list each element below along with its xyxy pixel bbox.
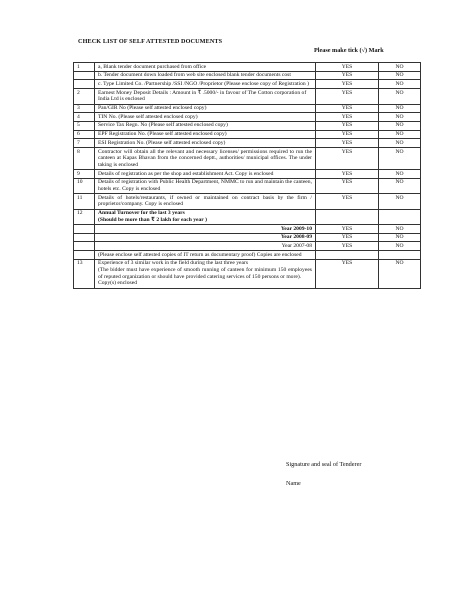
table-row [74, 63, 421, 72]
serial-number: 9 [74, 170, 95, 179]
serial-number: 12 [74, 209, 95, 224]
yes-option[interactable]: YES [316, 259, 379, 288]
no-cell [379, 251, 421, 260]
yes-option[interactable]: YES [316, 225, 379, 234]
experience-line2: (The bidder must have experience of smooth running of canteen for minimum 150 employees of reputed organization or should have provided catering services of 150 persons or more). [98, 267, 312, 280]
no-option[interactable]: NO [379, 139, 421, 148]
yes-cell [316, 209, 379, 224]
turnover-heading [95, 209, 316, 224]
tick-instruction: Please make tick (√) Mark [314, 47, 384, 54]
turnover-heading-line1: Annual Turnover for the last 3 years [98, 210, 185, 217]
no-option[interactable]: NO [379, 113, 421, 122]
table-row [74, 233, 421, 242]
name-label: Name [286, 480, 301, 487]
yes-option[interactable]: YES [316, 233, 379, 242]
serial-number: 2 [74, 89, 95, 104]
yes-option[interactable]: YES [316, 194, 379, 209]
serial-number: 1 [74, 63, 95, 72]
table-row [74, 251, 421, 260]
no-option[interactable]: NO [379, 170, 421, 179]
serial-number: 5 [74, 121, 95, 130]
serial-number: 3 [74, 104, 95, 113]
no-option[interactable]: NO [379, 104, 421, 113]
no-option[interactable]: NO [379, 63, 421, 72]
serial-number [74, 251, 95, 260]
serial-number [74, 242, 95, 251]
serial-number: 8 [74, 148, 95, 170]
yes-option[interactable]: YES [316, 130, 379, 139]
yes-option[interactable]: YES [316, 139, 379, 148]
no-option[interactable]: NO [379, 121, 421, 130]
document-description: Contractor will obtain all the relevant and necessary licenses/ permissions required to run the canteen at Kapas Bhavan from the concerned deptt., authorities/ municipal offices. The under taking is enclosed [95, 148, 316, 170]
document-description: Details of hotels/restaurants, if owned or maintained on contract basis by the firm / proprietor/company. Copy is enclosed [95, 194, 316, 209]
no-option[interactable]: NO [379, 194, 421, 209]
serial-number: 10 [74, 178, 95, 193]
document-description: Details of registration with Public Health Department, NMMC to run and maintain the canteen, hotels etc. Copy is enclosed [95, 178, 316, 193]
document-description: c. Type Limited Co. /Partnership /SSI /NGO /Proprietor (Please enclose copy of Registration ) [95, 80, 316, 89]
table-row [74, 242, 421, 251]
document-description: TIN No. (Please self attested enclosed copy) [95, 113, 316, 122]
table-row [74, 130, 421, 139]
table-row [74, 71, 421, 80]
experience-description [95, 259, 316, 288]
signature-label: Signature and seal of Tenderer [286, 461, 362, 468]
yes-option[interactable]: YES [316, 80, 379, 89]
table-row [74, 178, 421, 193]
no-option[interactable]: NO [379, 178, 421, 193]
serial-number: 6 [74, 130, 95, 139]
yes-option[interactable]: YES [316, 242, 379, 251]
no-option[interactable]: NO [379, 89, 421, 104]
turnover-section [74, 209, 421, 288]
table-row [74, 113, 421, 122]
yes-option[interactable]: YES [316, 89, 379, 104]
yes-option[interactable]: YES [316, 178, 379, 193]
no-option[interactable]: NO [379, 259, 421, 288]
table-row [74, 104, 421, 113]
serial-number [74, 80, 95, 89]
table-row [74, 80, 421, 89]
no-option[interactable]: NO [379, 80, 421, 89]
yes-option[interactable]: YES [316, 104, 379, 113]
document-description: Pan/GIR No (Please self attested enclosed copy) [95, 104, 316, 113]
serial-number [74, 71, 95, 80]
table-row [74, 209, 421, 224]
table-row [74, 148, 421, 170]
experience-line1: Experience of 3 similar work in the field during the last three years [98, 260, 249, 267]
yes-option[interactable]: YES [316, 63, 379, 72]
no-option[interactable]: NO [379, 148, 421, 170]
no-option[interactable]: NO [379, 225, 421, 234]
table-row [74, 170, 421, 179]
no-option[interactable]: NO [379, 130, 421, 139]
serial-number [74, 225, 95, 234]
table-row [74, 194, 421, 209]
table-row [74, 139, 421, 148]
serial-number [74, 233, 95, 242]
yes-option[interactable]: YES [316, 71, 379, 80]
yes-option[interactable]: YES [316, 113, 379, 122]
document-description: EPF Registration No. (Please self attested enclosed copy) [95, 130, 316, 139]
table-row [74, 121, 421, 130]
no-option[interactable]: NO [379, 242, 421, 251]
it-return-note: (Please enclose self attested copies of IT return as documentary proof) Copies are enclosed [95, 251, 316, 260]
yes-option[interactable]: YES [316, 148, 379, 170]
document-description: Details of registration as per the shop and establishment Act. Copy is enclosed [95, 170, 316, 179]
no-option[interactable]: NO [379, 71, 421, 80]
table-row [74, 225, 421, 234]
serial-number: 13 [74, 259, 95, 288]
serial-number: 11 [74, 194, 95, 209]
document-description: b. Tender document down loaded from web site enclosed blank tender documents cost [95, 71, 316, 80]
yes-option[interactable]: YES [316, 170, 379, 179]
turnover-heading-line2: (Should be more than ₹ 2 lakh for each year ) [98, 216, 207, 223]
turnover-year-label: Year 2009-10 [95, 225, 316, 234]
turnover-year-label: Year 2007-08 [95, 242, 316, 251]
table-row [74, 259, 421, 288]
serial-number: 7 [74, 139, 95, 148]
yes-cell [316, 251, 379, 260]
no-cell [379, 209, 421, 224]
document-description: Service Tax Regn. No (Please self attested enclosed copy) [95, 121, 316, 130]
serial-number: 4 [74, 113, 95, 122]
turnover-year-label: Year 2008-09 [95, 233, 316, 242]
page-title: CHECK LIST OF SELF ATTESTED DOCUMENTS [78, 38, 223, 45]
checklist-table [73, 62, 421, 289]
yes-option[interactable]: YES [316, 121, 379, 130]
no-option[interactable]: NO [379, 233, 421, 242]
document-description: Earnest Money Deposit Details : Amount in ₹ .5000/- in favour of The Cotton corporation of India Ltd is enclosed [95, 89, 316, 104]
experience-line3: Copy(s) enclosed [98, 280, 137, 287]
document-description: ESI Registration No. (Please self attested enclosed copy) [95, 139, 316, 148]
document-description: a, Blank tender document purchased from office [95, 63, 316, 72]
table-row [74, 89, 421, 104]
